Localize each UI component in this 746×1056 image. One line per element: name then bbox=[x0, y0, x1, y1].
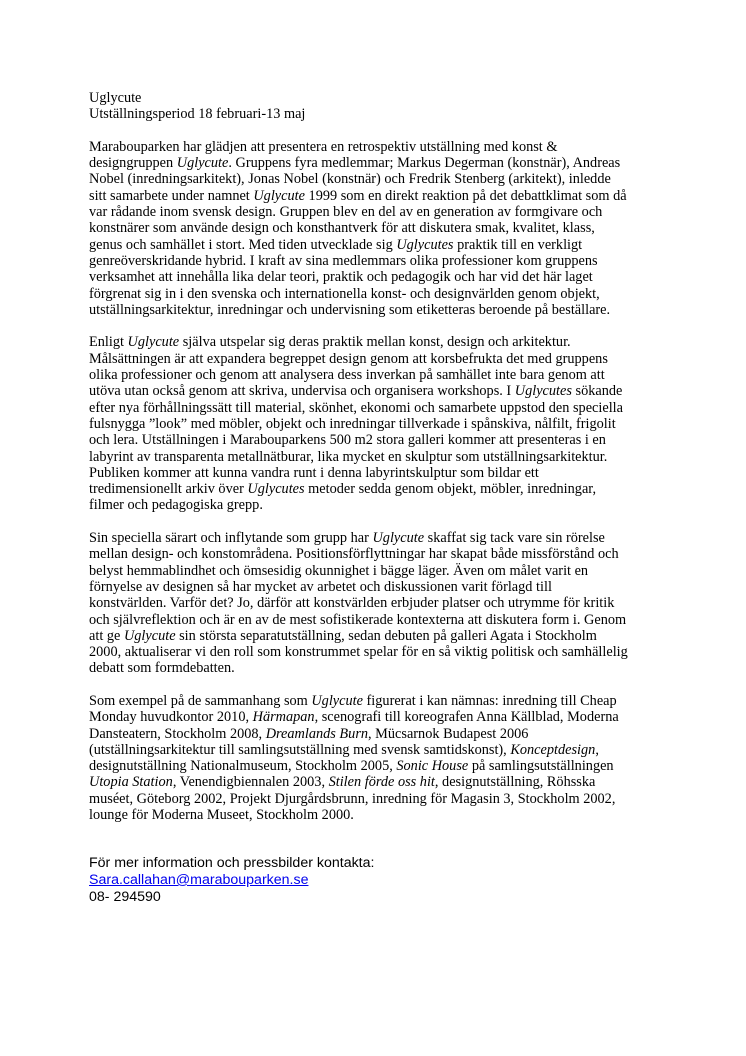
paragraph-line bbox=[89, 807, 669, 823]
text-run: , bbox=[595, 741, 599, 758]
paragraph-line bbox=[89, 237, 669, 253]
paragraph-line bbox=[89, 220, 669, 236]
paragraph-line bbox=[89, 693, 669, 709]
text-run: Som exempel på de sammanhang som bbox=[89, 692, 312, 709]
paragraph-line bbox=[89, 546, 669, 562]
text-run: 1999 som en direkt reaktion på det debattklimat som då bbox=[304, 187, 627, 204]
italic-title-text: Uglycute bbox=[176, 155, 229, 172]
text-run: tredimensionellt arkiv över bbox=[89, 481, 248, 498]
text-run: Publiken kommer att kunna vandra runt i denna labyrintskulptur som bildar ett bbox=[89, 464, 539, 481]
italic-title-text: Uglycute bbox=[127, 334, 180, 351]
text-run: debatt som formdebatten. bbox=[89, 660, 235, 677]
italic-title-text: Uglycutes bbox=[396, 236, 454, 253]
italic-title-text: Stilen förde oss hit bbox=[328, 774, 435, 791]
paragraph-line bbox=[89, 595, 669, 611]
text-run: sitt samarbete under namnet bbox=[89, 187, 254, 204]
text-run: fulsnygga ”look” med möbler, objekt och inredningar tillverkade i spånskiva, nålfilt, frigolit bbox=[89, 415, 616, 432]
text-run: Nobel (inredningsarkitekt), Jonas Nobel (konstnär) och Fredrik Stenberg (arkitekt), inledde bbox=[89, 171, 611, 188]
text-run: Monday huvudkontor 2010, bbox=[89, 709, 253, 726]
text-run: labyrint av transparenta metallnätburar, lika mycket en skulptur som utställningsarkitektur. bbox=[89, 448, 608, 465]
text-run: praktik till en verkligt bbox=[453, 236, 583, 253]
text-run: olika professioner och genom att analysera dess inverkan på samhället inte bara genom att bbox=[89, 367, 605, 384]
text-run: designgruppen bbox=[89, 155, 177, 172]
exhibition-title: Uglycute bbox=[89, 90, 142, 106]
press-release-document bbox=[89, 90, 669, 905]
paragraph-line bbox=[89, 579, 669, 595]
paragraph-line bbox=[89, 530, 669, 546]
text-run: Dansteatern, Stockholm 2008, bbox=[89, 725, 266, 742]
italic-title-text: Dreamlands Burn bbox=[265, 725, 369, 742]
paragraph-line bbox=[89, 367, 669, 383]
text-run: (utställningsarkitektur till samlingsutställning med svensk samtidskonst), bbox=[89, 741, 511, 758]
text-run: efter nya förhållningssätt till material, skönhet, ekonomi och samarbete uppstod den speciella bbox=[89, 399, 623, 416]
text-run: lounge för Moderna Museet, Stockholm 2000. bbox=[89, 807, 354, 824]
text-run: , designutställning, Röhsska bbox=[434, 774, 596, 791]
text-run: utställningsarkitektur, inredningar och undervisning som etiketteras beroende på beställare. bbox=[89, 301, 611, 318]
paragraph-line bbox=[89, 465, 669, 481]
italic-title-text: Uglycute bbox=[311, 692, 363, 709]
contact-email-line bbox=[89, 872, 669, 889]
paragraph-line bbox=[89, 628, 669, 644]
paragraph-line bbox=[89, 416, 669, 432]
paragraph-line bbox=[89, 188, 669, 204]
text-run: verksamhet att innehålla lika delar teori, praktik och pedagogik och har vid det här laget bbox=[89, 269, 593, 286]
text-run: muséet, Göteborg 2002, Projekt Djurgårdsbrunn, inredning för Magasin 3, Stockholm 2002, bbox=[89, 790, 616, 807]
paragraph-line bbox=[89, 742, 669, 758]
text-run: Enligt bbox=[89, 334, 128, 351]
paragraph-line bbox=[89, 449, 669, 465]
paragraph-line bbox=[89, 139, 669, 155]
paragraph-3 bbox=[89, 530, 669, 677]
text-run: konstnärer som använde design och konsthantverk för att diskutera smak, kvalitet, klass, bbox=[89, 220, 595, 237]
text-run: . Gruppens fyra medlemmar; Markus Degerman (konstnär), Andreas bbox=[228, 155, 621, 172]
text-run: metoder sedda genom objekt, möbler, inredningar, bbox=[304, 481, 597, 498]
text-run: , Venendigbiennalen 2003, bbox=[172, 774, 329, 791]
paragraph-line bbox=[89, 171, 669, 187]
paragraph-line bbox=[89, 204, 669, 220]
paragraph-line bbox=[89, 660, 669, 676]
contact-email-link[interactable]: Sara.callahan@marabouparken.se bbox=[89, 871, 309, 888]
paragraph-line bbox=[89, 709, 669, 725]
paragraph-line bbox=[89, 400, 669, 416]
text-run: , Mücsarnok Budapest 2006 bbox=[368, 725, 529, 742]
paragraph-4 bbox=[89, 693, 669, 823]
text-run: att ge bbox=[89, 627, 124, 644]
text-run: sin största separatutställning, sedan debuten på galleri Agata i Stockholm bbox=[175, 627, 597, 644]
text-run: och självreflektion och är en av de mest sofistikerade kontexterna att diskutera form i. Genom bbox=[89, 611, 627, 628]
paragraph-line bbox=[89, 253, 669, 269]
text-run: förnyelse av designen så har mycket av arbetet och diskussionen varit förlagd till bbox=[89, 578, 552, 595]
text-run: mellan design- och konstområdena. Positionsförflyttningar har skapat både missförstånd och bbox=[89, 546, 619, 563]
paragraph-line bbox=[89, 791, 669, 807]
italic-title-text: Konceptdesign bbox=[510, 741, 596, 758]
text-run: genreöverskridande hybrid. I kraft av sina medlemmars olika professioner kom gruppens bbox=[89, 252, 598, 269]
contact-phone: 08- 294590 bbox=[89, 888, 161, 905]
body-text bbox=[89, 139, 669, 823]
italic-title-text: Uglycutes bbox=[514, 383, 572, 400]
text-run: genus och samhället i stort. Med tiden utvecklade sig bbox=[89, 236, 397, 253]
text-run: designutställning Nationalmuseum, Stockholm 2005, bbox=[89, 758, 397, 775]
header-block bbox=[89, 90, 669, 123]
paragraph-line bbox=[89, 155, 669, 171]
text-run: själva utspelar sig deras praktik mellan konst, design och arkitektur. bbox=[179, 334, 571, 351]
paragraph-line bbox=[89, 497, 669, 513]
italic-title-text: Härmapan bbox=[252, 709, 315, 726]
italic-title-text: Uglycutes bbox=[247, 481, 305, 498]
text-run: var rådande inom svensk design. Gruppen blev en del av en generation av formgivare och bbox=[89, 204, 603, 221]
paragraph-line bbox=[89, 334, 669, 350]
text-run: och lera. Utställningen i Marabouparkens 500 m2 stora galleri kommer att presenteras i en bbox=[89, 432, 606, 449]
text-run: filmer och pedagogiska grepp. bbox=[89, 497, 263, 514]
text-run: konstvärlden. Varför det? Jo, därför att konstvärlden erbjuder platser och utrymme för kritik bbox=[89, 595, 615, 612]
text-run: Målsättningen är att expandera begreppet design genom att korsbefrukta det med gruppens bbox=[89, 350, 608, 367]
paragraph-line bbox=[89, 563, 669, 579]
paragraph-line bbox=[89, 774, 669, 790]
paragraph-line bbox=[89, 726, 669, 742]
paragraph-line bbox=[89, 481, 669, 497]
exhibition-period: Utställningsperiod 18 februari-13 maj bbox=[89, 106, 306, 123]
text-run: skaffat sig tack vare sin rörelse bbox=[424, 530, 605, 547]
paragraph-1 bbox=[89, 139, 669, 318]
text-run: utöva utan också genom att skriva, undervisa och organisera workshops. I bbox=[89, 383, 515, 400]
paragraph-line bbox=[89, 432, 669, 448]
paragraph-line bbox=[89, 383, 669, 399]
paragraph-line bbox=[89, 302, 669, 318]
text-run: figurerat i kan nämnas: inredning till Cheap bbox=[362, 692, 617, 709]
italic-title-text: Uglycute bbox=[253, 187, 305, 204]
paragraph-line bbox=[89, 269, 669, 285]
text-run: , scenografi till koreografen Anna Källblad, Moderna bbox=[314, 709, 619, 726]
text-run: belyst hemmablindhet och ömsesidig okunnighet i bägge läger. Även om målet varit en bbox=[89, 562, 589, 579]
text-run: sökande bbox=[571, 383, 623, 400]
contact-intro: För mer information och pressbilder kontakta: bbox=[89, 855, 375, 872]
paragraph-line bbox=[89, 758, 669, 774]
text-run: Sin speciella särart och inflytande som grupp har bbox=[89, 530, 373, 547]
paragraph-line bbox=[89, 612, 669, 628]
italic-title-text: Uglycute bbox=[372, 530, 425, 547]
text-run: Marabouparken har glädjen att presentera en retrospektiv utställning med konst & bbox=[89, 138, 558, 155]
paragraph-line bbox=[89, 351, 669, 367]
paragraph-line bbox=[89, 286, 669, 302]
paragraph-2 bbox=[89, 334, 669, 513]
text-run: 2000, aktualiserar vi den roll som konstrummet spelar för en så viktig politisk och samhällelig bbox=[89, 644, 628, 661]
italic-title-text: Uglycute bbox=[123, 627, 176, 644]
italic-title-text: Utopia Station bbox=[89, 774, 173, 791]
italic-title-text: Sonic House bbox=[396, 758, 469, 775]
contact-block bbox=[89, 855, 669, 905]
text-run: förgrenat sig in i den svenska och internationella konst- och designvärlden genom objekt, bbox=[89, 285, 600, 302]
text-run: på samlingsutställningen bbox=[468, 758, 614, 775]
paragraph-line bbox=[89, 644, 669, 660]
